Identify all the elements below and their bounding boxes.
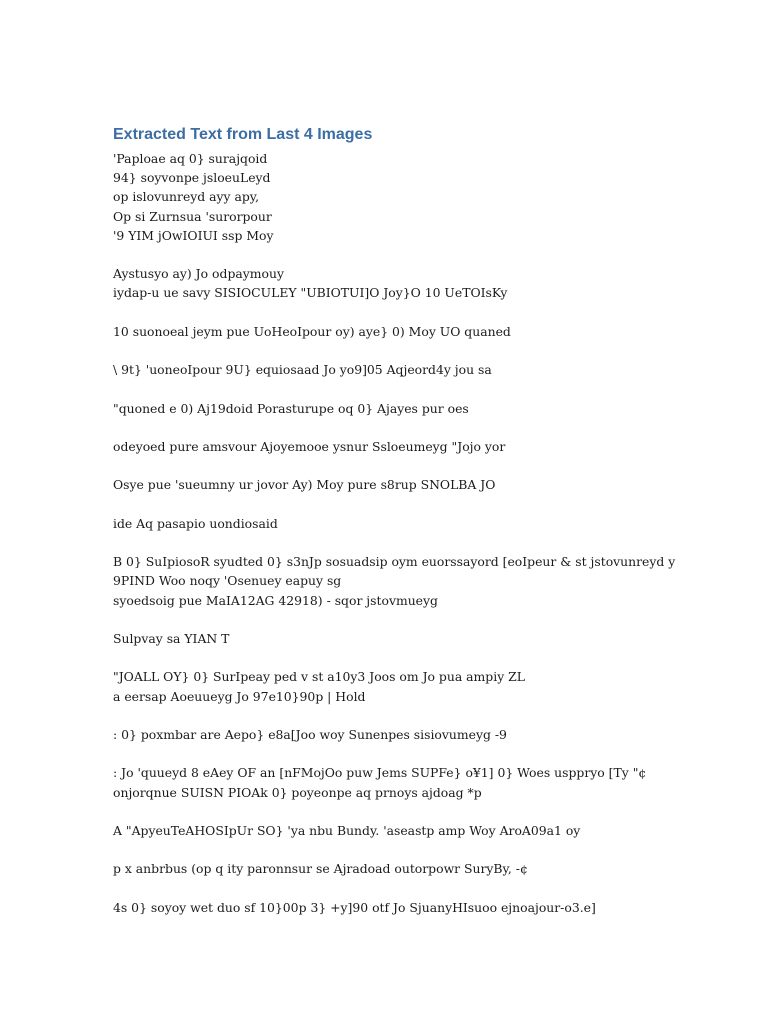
text-line: : 0} poxmbar are Aepo} e8a[Joo woy Sunenpes sisiovumeyg -9 — [113, 726, 507, 742]
document-title: Extracted Text from Last 4 Images — [113, 126, 373, 143]
text-line: odeyoed pure amsvour Ajoyemooe ysnur Ssloeumeyg "Jojo yor — [113, 438, 506, 454]
paragraph — [113, 898, 753, 917]
text-line: Sulpvay sa YIAN T — [113, 630, 230, 646]
paragraph — [113, 322, 753, 341]
paragraph — [113, 514, 753, 533]
paragraph — [113, 475, 753, 494]
text-line: \ 9t} 'uoneoIpour 9U} equiosaad Jo yo9]05 Aqjeord4y jou sa — [113, 362, 492, 378]
text-line: a eersap Aoeuueyg Jo 97e10}90p | Hold — [113, 688, 366, 704]
text-line: 4s 0} soyoy wet duo sf 10}00p 3} +y]90 otf Jo SjuanyHIsuoo ejnoajour-o3.e] — [113, 899, 596, 915]
paragraph — [113, 667, 753, 705]
text-line: B 0} SuIpiosoR syudted 0} s3nJp sosuadsip oym euorssayord [eoIpeur & st jstovunreyd y — [113, 554, 676, 570]
paragraph — [113, 763, 753, 801]
text-line: A "ApyeuTeAHOSIpUr SO} 'ya nbu Bundy. 'aseastp amp Woy AroA09a1 oy — [113, 822, 581, 838]
text-line: '9 YIM jOwIOIUI ssp Moy — [113, 227, 274, 243]
text-line: Aystusyo ay) Jo odpaymouy — [113, 266, 284, 282]
text-line: 94} soyvonpe jsloeuLeyd — [113, 170, 271, 186]
text-line: 10 suonoeal jeym pue UoHeoIpour oy) aye} 0) Moy UO quaned — [113, 323, 511, 339]
text-line: : Jo 'quueyd 8 eAey OF an [nFMojOo puw Jems SUPFe} o¥1] 0} Woes usppryo [Ty "¢ — [113, 765, 647, 781]
text-line: p x anbrbus (op q ity paronnsur se Ajradoad outorpowr SuryBy, -¢ — [113, 861, 528, 877]
paragraph — [113, 725, 753, 744]
paragraph — [113, 399, 753, 418]
paragraph — [113, 264, 753, 302]
text-line: ide Aq pasapio uondiosaid — [113, 515, 278, 531]
text-line: Op si Zurnsua 'surorpour — [113, 208, 272, 224]
paragraph — [113, 437, 753, 456]
text-line: "quoned e 0) Aj19doid Porasturupe oq 0} Ajayes pur oes — [113, 400, 469, 416]
text-line: 'Paploae aq 0} surajqoid — [113, 151, 268, 166]
document-body — [113, 149, 753, 917]
text-line: 9PIND Woo noqy 'Osenuey eapuy sg — [113, 573, 342, 589]
text-line: Osye pue 'sueumny ur jovor Ay) Moy pure s8rup SNOLBA JO — [113, 477, 496, 493]
text-line: onjorqnue SUISN PIOAk 0} poyeonpe aq prnoys ajdoag *p — [113, 784, 482, 800]
paragraph — [113, 552, 753, 610]
paragraph — [113, 149, 753, 245]
paragraph — [113, 859, 753, 878]
text-line: iydap-u ue savy SISIOCULEY "UBIOTUI]O Joy}O 10 UeTOIsKy — [113, 285, 508, 301]
text-line: syoedsoig pue MaIA12AG 42918) - sqor jstovmueyg — [113, 592, 438, 608]
text-line: "JOALL OY} 0} SurIpeay ped v st a10y3 Joos om Jo pua ampiy ZL — [113, 669, 525, 685]
paragraph — [113, 360, 753, 379]
paragraph — [113, 629, 753, 648]
text-line: op islovunreyd ayy apy, — [113, 189, 260, 205]
document-page — [113, 124, 753, 936]
paragraph — [113, 821, 753, 840]
